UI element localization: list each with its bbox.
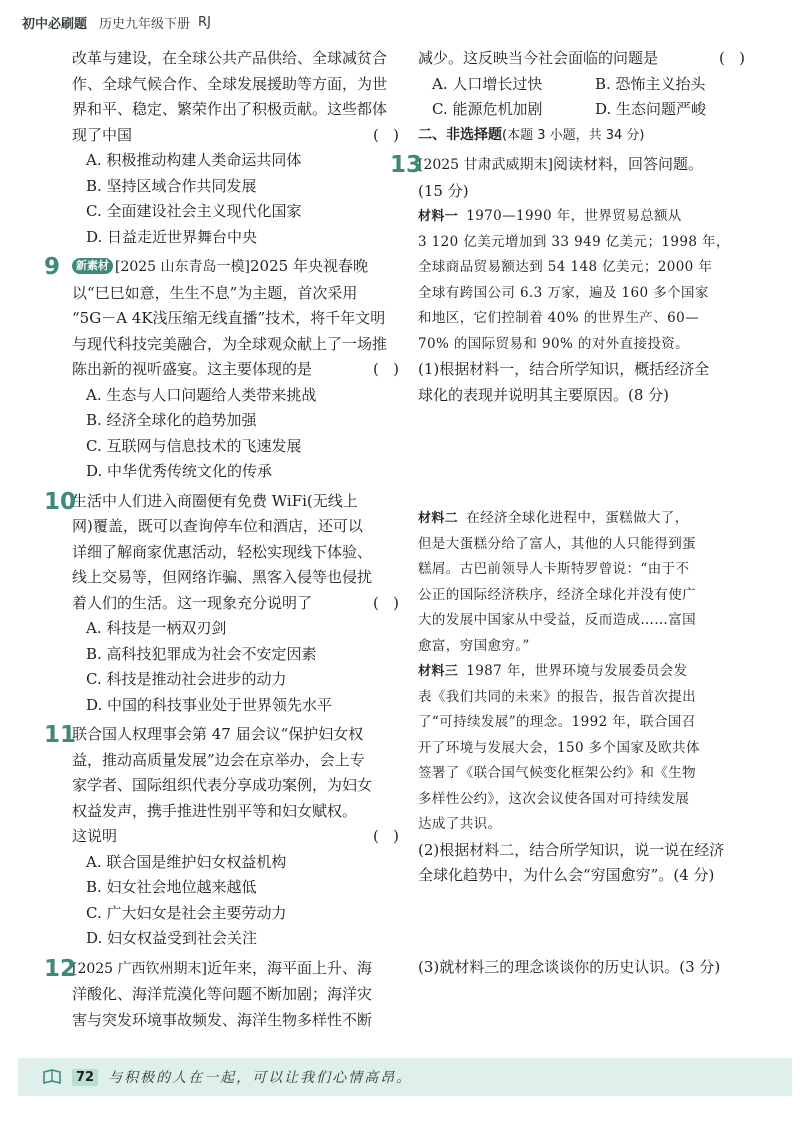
question-text-line: 网)覆盖，既可以查询停车位和酒店，还可以 <box>72 517 363 535</box>
page-header <box>22 10 362 34</box>
material-line: 愈富，穷国愈穷。” <box>418 637 530 654</box>
question-text-line: ( ) 陈出新的视听盛宴。这主要体现的是 <box>72 357 412 383</box>
subquestion-1: (1)根据材料一，结合所学知识，概括经济全 <box>418 360 710 378</box>
answer-bracket[interactable]: ( ) <box>372 593 399 612</box>
question-source: [2025 甘肃武威期末] <box>418 157 554 173</box>
question-text-line: 联合国人权理事会第 47 届会议“保护妇女权 <box>72 725 364 743</box>
material-line: 开了环境与发展大会，150 多个国家及欧共体 <box>418 739 700 756</box>
option-b[interactable]: B. 经济全球化的趋势加强 <box>86 411 257 429</box>
question-text-line: 生活中人们进入商圈便有免费 WiFi(无线上 <box>72 491 358 510</box>
question-text-line: ( ) 现了中国 <box>72 123 412 149</box>
question-text-line: [2025 广西钦州期末]近年来，海平面上升、海 <box>72 958 373 977</box>
question-text-line: 与现代科技完美融合，为全球观众献上了一场推 <box>72 334 388 353</box>
material-line: 多样性公约》，这次会议使各国对可持续发展 <box>418 790 690 807</box>
question-text-line: ( ) 这说明 <box>72 824 412 850</box>
question-text-line: ( ) 减少。这反映当今社会面临的问题是 <box>418 46 758 72</box>
page-footer <box>18 1058 792 1096</box>
question-12-continued <box>418 46 758 123</box>
subquestion-3: (3)就材料三的理念谈谈你的历史认识。(3 分) <box>418 957 721 976</box>
material-line: 糕屑。古巴前领导人卡斯特罗曾说：“由于不 <box>418 561 690 577</box>
option-a[interactable]: A. 积极推动构建人类命运共同体 <box>86 151 302 169</box>
answer-space-2[interactable] <box>418 889 758 955</box>
option-d[interactable]: D. 中华优秀传统文化的传承 <box>86 462 273 480</box>
option-d[interactable]: D. 生态问题严峻 <box>595 100 707 118</box>
material-line: 全球商品贸易额达到 54 148 亿美元；2000 年 <box>418 259 713 275</box>
option-b[interactable]: B. 高科技犯罪成为社会不安定因素 <box>86 644 317 663</box>
question-text-line: 益，推动高质量发展”边会在京举办，会上专 <box>72 750 365 769</box>
question-source: [2025 广西钦州期末] <box>72 960 208 977</box>
question-text-line: ( ) 着人们的生活。这一现象充分说明了 <box>72 591 412 617</box>
material-line: 了“可持续发展”的理念。1992 年，联合国召 <box>418 714 696 730</box>
question-text-line: 以“巳巳如意，生生不息”为主题，首次采用 <box>72 283 358 302</box>
question-9 <box>44 254 412 485</box>
question-source: [2025 山东青岛一模] <box>115 259 251 275</box>
question-11 <box>44 722 412 952</box>
series-brand: 初中必刷题 <box>22 16 88 32</box>
question-13 <box>390 152 758 980</box>
question-text-line: 权益发声，携手推进性别平等和妇女赋权。 <box>72 801 358 820</box>
options-grid <box>418 72 758 123</box>
option-c[interactable]: C. 能源危机加剧 <box>432 100 543 118</box>
option-a[interactable]: A. 人口增长过快 <box>432 74 543 93</box>
edition-label: RJ <box>198 14 211 30</box>
question-text-line: 界和平、稳定、繁荣作出了积极贡献。这些都体 <box>72 100 388 118</box>
material-line: 公正的国际经济秩序，经济全球化并没有使广 <box>418 586 696 603</box>
material-label: 材料三 <box>418 664 459 679</box>
material-line: 大的发展中国家从中受益，反而造成……富国 <box>418 612 696 628</box>
footer-motto: 与积极的人在一起，可以让我们心情高昂。 <box>108 1070 413 1086</box>
option-a[interactable]: A. 联合国是维护妇女权益机构 <box>86 852 287 871</box>
answer-bracket[interactable]: ( ) <box>718 49 745 67</box>
subquestion-1-cont: 球化的表现并说明其主要原因。(8 分) <box>418 385 670 404</box>
option-d[interactable]: D. 妇女权益受到社会关注 <box>86 929 258 947</box>
question-text-line: 害与突发环境事故频发、海洋生物多样性不断 <box>72 1010 373 1029</box>
book-icon <box>42 1068 62 1086</box>
material-line: 但是大蛋糕分给了富人，其他的人只能得到蛋 <box>418 535 696 552</box>
question-text-line: “5G－A 4K浅压缩无线直播”技术，将千年文明 <box>72 309 386 327</box>
book-title: 历史九年级下册 <box>99 16 191 32</box>
material-line: 全球有跨国公司 6.3 万家，遍及 160 多个国家 <box>418 284 709 301</box>
material-1: 材料一 1970—1990 年，世界贸易总额从 3 120 亿美元增加到 33 949 亿美元；1998 年， 全球商品贸易额达到 54 148 亿美元；2000 年 全球有跨国公司 6.3 万家，遍及 160 多个国家 和地区，它们控制着 40% 的世界生产、60— 70% 的国际贸易和 90% 的对外直接投资。 <box>418 204 758 357</box>
question-text-line: 线上交易等，但网络诈骗、黑客入侵等也侵扰 <box>72 568 373 586</box>
material-label: 材料一 <box>418 209 459 224</box>
question-text-line: 详细了解商家优惠活动，轻松实现线下体验、 <box>72 542 373 561</box>
material-line: 70% 的国际贸易和 90% 的对外直接投资。 <box>418 335 690 352</box>
question-number: 10 <box>44 488 77 515</box>
option-c[interactable]: C. 全面建设社会主义现代化国家 <box>86 202 302 220</box>
question-number: 13 <box>390 152 423 178</box>
material-line: 达成了共识。 <box>418 816 502 832</box>
material-line: 签署了《联合国气候变化框架公约》和《生物 <box>418 765 696 781</box>
question-number: 12 <box>44 955 77 982</box>
question-12 <box>44 955 412 1034</box>
answer-bracket[interactable]: ( ) <box>372 360 399 378</box>
material-2: 材料二 在经济全球化进程中，蛋糕做大了， 但是大蛋糕分给了富人，其他的人只能得到蛋 糕屑。古巴前领导人卡斯特罗曾说：“由于不 公正的国际经济秩序，经济全球化并没有使广 大的发展中国家从中受益，反而造成……富国 愈富，穷国愈穷。” <box>418 506 758 659</box>
answer-space-1[interactable] <box>418 408 758 506</box>
left-column <box>44 46 412 1033</box>
option-c[interactable]: C. 广大妇女是社会主要劳动力 <box>86 903 287 922</box>
material-line: 表《我们共同的未来》的报告，报告首次提出 <box>418 688 696 705</box>
option-c[interactable]: C. 互联网与信息技术的飞速发展 <box>86 436 302 455</box>
question-text-line: 新素材 [2025 山东青岛一模]2025 年央视春晚 <box>72 254 412 281</box>
answer-bracket[interactable]: ( ) <box>372 125 399 144</box>
question-10 <box>44 488 412 719</box>
question-number: 11 <box>44 722 77 748</box>
new-material-badge: 新素材 <box>72 258 113 274</box>
option-a[interactable]: A. 科技是一柄双刃剑 <box>86 619 227 637</box>
question-text-line: [2025 甘肃武威期末]阅读材料，回答问题。 <box>418 155 704 173</box>
question-text-line: 作、全球气候合作、全球发展援助等方面，为世 <box>72 74 388 93</box>
option-b[interactable]: B. 恐怖主义抬头 <box>595 74 706 93</box>
section-heading: 二、非选择题(本题 3 小题，共 34 分) <box>418 126 645 143</box>
question-8-continued <box>72 46 412 250</box>
material-line: 3 120 亿美元增加到 33 949 亿美元；1998 年， <box>418 233 730 250</box>
material-3: 材料三 1987 年，世界环境与发展委员会发 表《我们共同的未来》的报告，报告首次提出 了“可持续发展”的理念。1992 年，联合国召 开了环境与发展大会，150 多个国家及欧共体 签署了《联合国气候变化框架公约》和《生物 多样性公约》，这次会议使各国对可持续发展 达成了共识。 <box>418 659 758 838</box>
question-text-line: 洋酸化、海洋荒漠化等问题不断加剧；海洋灾 <box>72 985 373 1003</box>
subquestion-2-cont: 全球化趋势中，为什么会“穷国愈穷”。(4 分) <box>418 866 715 884</box>
question-text-line: 改革与建设，在全球公共产品供给、全球减贫合 <box>72 49 388 67</box>
option-a[interactable]: A. 生态与人口问题给人类带来挑战 <box>86 385 317 404</box>
section-note: (本题 3 小题，共 34 分) <box>502 127 645 143</box>
material-label: 材料二 <box>418 511 459 526</box>
option-c[interactable]: C. 科技是推动社会进步的动力 <box>86 670 287 688</box>
material-line: 和地区，它们控制着 40% 的世界生产、60— <box>418 310 699 326</box>
option-d[interactable]: D. 日益走近世界舞台中央 <box>86 227 258 246</box>
option-b[interactable]: B. 坚持区域合作共同发展 <box>86 176 257 195</box>
question-text-line: 家学者、国际组织代表分享成功案例，为妇女 <box>72 776 373 794</box>
question-number: 9 <box>44 254 61 280</box>
option-d[interactable]: D. 中国的科技事业处于世界领先水平 <box>86 695 333 714</box>
right-column <box>390 46 758 980</box>
subquestion-2: (2)根据材料二，结合所学知识，说一说在经济 <box>418 840 725 859</box>
page-number: 72 <box>72 1069 98 1086</box>
answer-bracket[interactable]: ( ) <box>372 827 399 845</box>
question-score: (15 分) <box>418 181 469 200</box>
option-b[interactable]: B. 妇女社会地位越来越低 <box>86 878 257 896</box>
